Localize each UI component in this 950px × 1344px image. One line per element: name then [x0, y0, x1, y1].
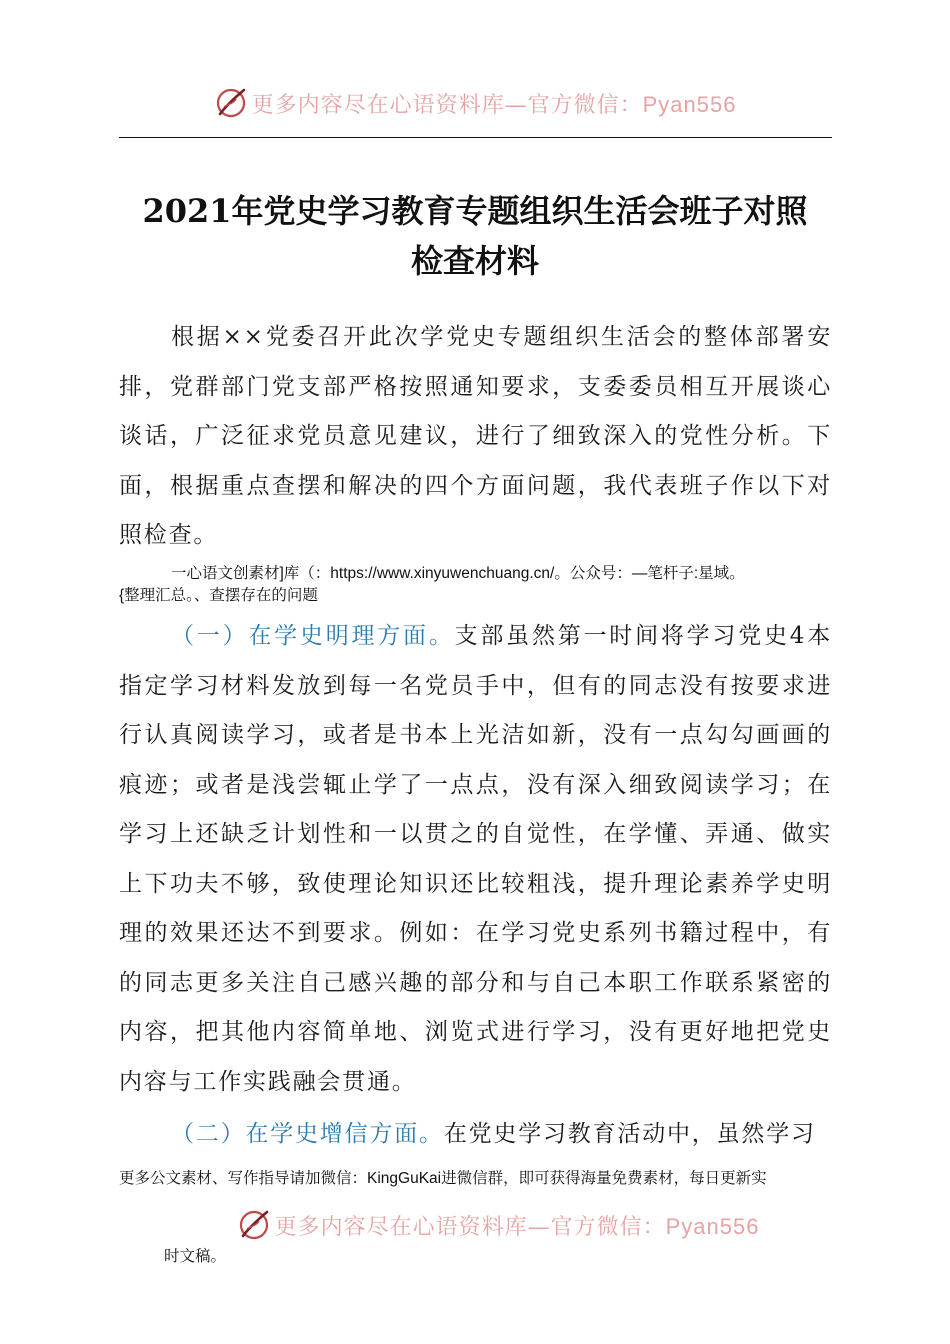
title-line-2: 检查材料: [410, 242, 539, 280]
footer-wechat-id: Pyan556: [665, 1213, 760, 1239]
quill-seal-icon: [237, 1208, 271, 1242]
section-2-heading: （二）在学史增信方面。: [171, 1121, 444, 1147]
footer-promo-tail: 时文稿。: [164, 1248, 227, 1265]
title-line-1: 2021年党史学习教育专题组织生活会班子对照: [142, 192, 808, 230]
footer-promo: 更多公文素材、写作指导请加微信：KingGuKai进微信群，即可获得海量免费素材，每日更新实: [119, 1170, 767, 1187]
section-2-paragraph: [119, 1110, 832, 1160]
header-divider: [119, 137, 832, 138]
header-wechat-id: Pyan556: [642, 91, 737, 117]
source-note: [119, 563, 839, 607]
source-note-line-2: {整理汇总。、查摆存在的问题: [119, 587, 318, 604]
source-note-line-1: 一心语文创素材]库（：https://www.xinyuwenchuang.cn/。公众号：—笔杆子:星域。: [171, 565, 745, 582]
intro-paragraph: 根据××党委召开此次学党史专题组织生活会的整体部署安排，党群部门党支部严格按照通知要求，支委委员相互开展谈心谈话，广泛征求党员意见建议，进行了细致深入的党性分析。下面，根据重点查摆和解决的四个方面问题，我代表班子作以下对照检查。: [119, 324, 832, 548]
header-brand-text: 更多内容尽在心语资料库—官方微信：Pyan556: [251, 91, 737, 118]
page-header: [0, 78, 950, 128]
section-1-heading: （一）在学史明理方面。: [171, 623, 455, 649]
section-2-body: 在党史学习教育活动中，虽然学习: [443, 1121, 816, 1147]
quill-seal-icon: [214, 86, 248, 120]
section-1-body: 支部虽然第一时间将学习党史4本指定学习材料发放到每一名党员手中，但有的同志没有按要求进行认真阅读学习，或者是书本上光洁如新，没有一点勾勾画画的痕迹；或者是浅尝辄止学了一点点，没有深入细致阅读学习；在学习上还缺乏计划性和一以贯之的自觉性，在学懂、弄通、做实上下功夫不够，致使理论知识还比较粗浅，提升理论素养学史明理的效果还达不到要求。例如：在学习党史系列书籍过程中，有的同志更多关注自己感兴趣的部分和与自己本职工作联系紧密的内容，把其他内容简单地、浏览式进行学习，没有更好地把党史内容与工作实践融会贯通。: [119, 623, 832, 1095]
section-1-paragraph: [119, 612, 832, 1107]
page-title: [100, 186, 850, 286]
footer-brand: [0, 1203, 950, 1247]
footer-brand-text: 更多内容尽在心语资料库—官方微信：Pyan556: [274, 1213, 760, 1240]
